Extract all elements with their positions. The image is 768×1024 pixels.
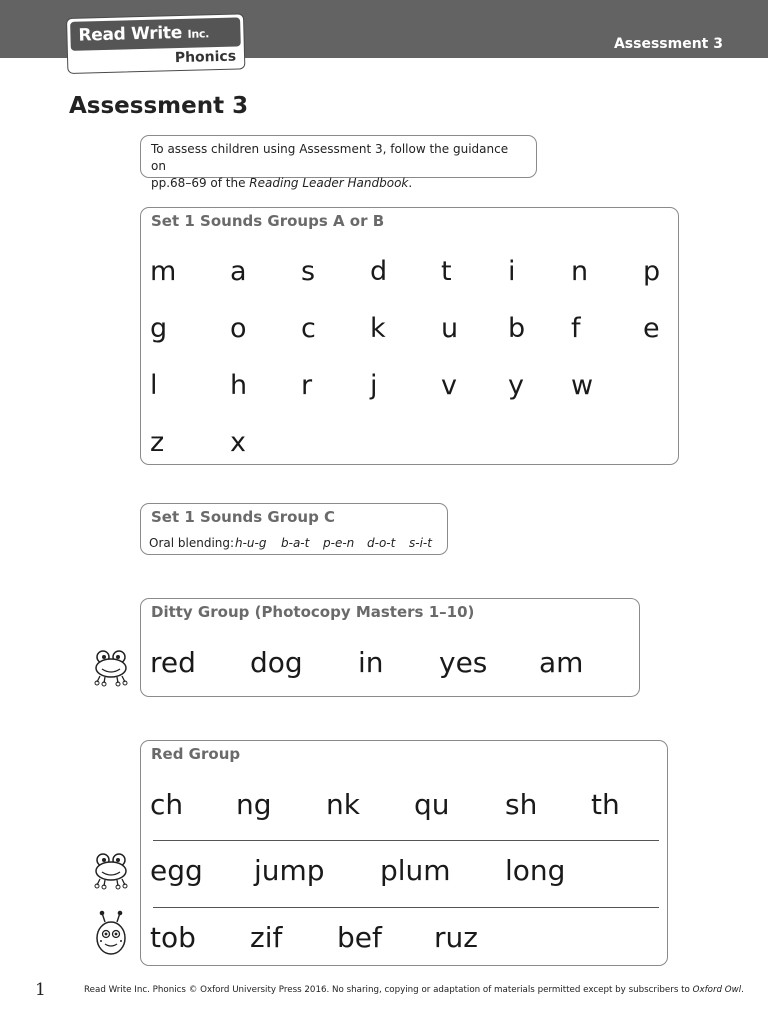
sound-letter: h [230,370,248,401]
red-word: tob [150,921,196,954]
set1-ab-box [140,207,679,465]
ditty-group-title: Ditty Group (Photocopy Masters 1–10) [151,603,475,621]
sound-letter: a [230,256,247,287]
red-word: jump [254,854,325,887]
sound-letter: s [301,256,316,287]
red-sound: th [591,788,620,821]
ditty-word: in [358,646,384,679]
ditty-word: dog [250,646,303,679]
blend-item: h-u-g [235,536,267,550]
sound-letter: j [370,370,378,401]
sound-letter: i [508,256,516,287]
red-word: zif [250,921,283,954]
ditty-word: red [150,646,196,679]
row-divider [153,840,659,841]
sound-letter: l [150,370,158,401]
ditty-word: yes [439,646,488,679]
sound-letter: x [230,427,246,458]
sound-letter: w [571,370,594,401]
sound-letter: o [230,313,247,344]
red-sound: sh [505,788,538,821]
ditty-group-box [140,598,640,697]
sound-letter: u [441,313,459,344]
page-title: Assessment 3 [69,93,249,119]
guidance-line-1: To assess children using Assessment 3, follow the guidance on [151,142,509,173]
sound-letter: e [643,313,660,344]
oral-blending-label: Oral blending: [149,536,235,550]
sound-letter: d [370,256,388,287]
sound-letter: k [370,313,386,344]
set1-c-box [140,503,448,555]
red-sound: ch [150,788,184,821]
sound-letter: g [150,313,168,344]
blend-item: s-i-t [409,536,432,550]
sound-letter: n [571,256,589,287]
red-word: ruz [434,921,478,954]
page-number: 1 [35,980,46,1000]
blend-item: d-o-t [367,536,396,550]
red-sound: qu [414,788,450,821]
frog-icon [92,648,130,688]
sound-letter: z [150,427,165,458]
sound-letter: p [643,256,661,287]
logo-sub: Phonics [174,48,237,67]
red-word: egg [150,854,203,887]
header-title: Assessment 3 [613,36,723,52]
red-group-box [140,740,668,966]
frog-icon [92,851,130,891]
set1-ab-title: Set 1 Sounds Groups A or B [151,212,385,230]
read-write-inc-logo [66,13,245,74]
blend-item: p-e-n [323,536,355,550]
copyright-footer: Read Write Inc. Phonics © Oxford University Press 2016. No sharing, copying or adaptation of materials permitted except by subscribers to Oxford Owl. [84,985,744,995]
guidance-box [140,135,537,190]
sound-letter: v [441,370,457,401]
sound-letter: m [150,256,177,287]
sound-letter: f [571,313,581,344]
guidance-line-2: pp.68–69 of the Reading Leader Handbook. [151,176,413,190]
sound-letter: c [301,313,316,344]
row-divider [153,907,659,908]
blend-item: b-a-t [281,536,310,550]
set1-c-title: Set 1 Sounds Group C [151,508,336,526]
logo-main: Read Write Inc. [70,17,241,50]
alien-icon [93,910,129,956]
sound-letter: y [508,370,524,401]
sound-letter: b [508,313,526,344]
red-sound: ng [236,788,272,821]
red-word: bef [337,921,382,954]
red-word: long [505,854,566,887]
sound-letter: t [441,256,452,287]
ditty-word: am [539,646,584,679]
red-word: plum [380,854,451,887]
red-sound: nk [326,788,360,821]
red-group-title: Red Group [151,745,241,763]
sound-letter: r [301,370,313,401]
